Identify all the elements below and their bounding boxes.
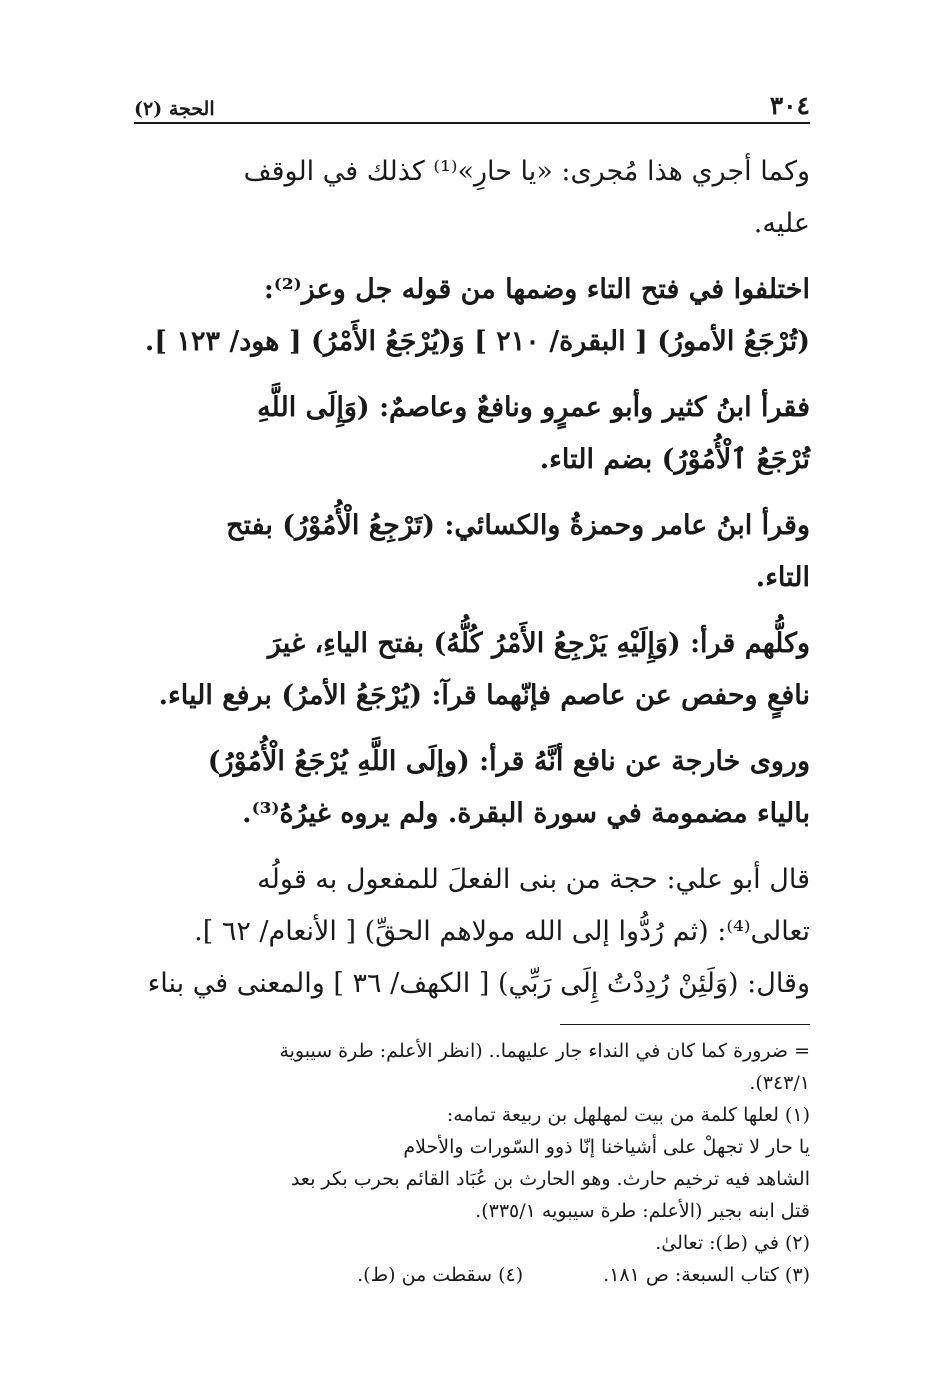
footnotes (134, 1035, 810, 1291)
text-line: وكما أجري هذا مُجرى: «يا حارِ»⁽¹⁾ كذلك في الوقف (243, 156, 810, 187)
footnote-3: (٣) كتاب السبعة: ص ١٨١. (603, 1264, 810, 1286)
text-line: (تُرْجَعُ الأمورُ) [ البقرة/ ٢١٠ ] وَ(يُرْجَعُ الأَمْرُ) [ هود/ ١٢٣ ]. (144, 326, 810, 357)
footnote-1-text: قتل ابنه بجير (الأعلم: طرة سيبويه ٣٣٥/١). (475, 1200, 810, 1222)
book-title: الحجة (٢) (134, 98, 215, 120)
text-line: اختلفوا في فتح التاء وضمها من قوله جل وعز⁽²⁾: (263, 274, 810, 305)
footnote-1-verse: يا حار لا تجهلْ على أشياخنا إنّا ذوو السّورات والأحلام (403, 1136, 810, 1158)
paragraph-abu-ali (134, 854, 810, 1010)
footnote-row (134, 1259, 810, 1291)
text-line: وكلُّهم قرأ: (وَإِلَيْهِ يَرْجِعُ الأَمْرُ كُلُّهُ) بفتح الياءِ، غيرَ (267, 628, 810, 659)
paragraph-waqf (134, 146, 810, 250)
text-line: عليه. (753, 208, 810, 239)
paragraph-qiraa-damm (134, 382, 810, 486)
footnote-1-text: الشاهد فيه ترخيم حارث. وهو الحارث بن عُبَاد القائم بحرب بكر بعد (290, 1168, 810, 1190)
text-line: قال أبو علي: حجة من بنى الفعلَ للمفعول به قولُه (257, 864, 810, 895)
paragraph-qiraa-fath (134, 500, 810, 604)
page-number: ٣٠٤ (769, 91, 810, 120)
text-line: التاء. (755, 562, 810, 593)
text-line: فقرأ ابنُ كثير وأبو عمرٍو ونافعٌ وعاصمٌ: (وَإِلَى اللَّهِ (257, 392, 810, 423)
text-line: بالياء مضمومة في سورة البقرة. ولم يروه غيرُهُ⁽³⁾. (242, 798, 810, 829)
running-header (134, 88, 810, 124)
body-text (134, 146, 810, 1010)
text-line: تُرْجَعُ ٱلْأُمُوْرُ) بضم التاء. (539, 444, 810, 475)
footnote-4: (٤) سقطت من (ط). (357, 1264, 524, 1286)
footnote-2: (٢) في (ط): تعالىٰ. (655, 1232, 810, 1254)
book-page (134, 88, 810, 1291)
footnote-continuation: ٣٤٣/١). (749, 1072, 810, 1094)
text-line: وروى خارجة عن نافع أنَّهُ قرأ: (وإلَى اللَّهِ يُرْجَعُ الْأُمُوْرُ) (207, 746, 810, 777)
text-line: نافعٍ وحفص عن عاصم فإنّهما قرآ: (يُرْجَعُ الأمرُ) برفع الياء. (158, 680, 810, 711)
footnote-divider (560, 1024, 810, 1025)
footnote-1: (١) لعلها كلمة من بيت لمهلهل بن ربيعة تمامه: (446, 1104, 810, 1126)
footnote-continuation: = ضرورة كما كان في النداء جار عليهما.. (انظر الأعلم: طرة سيبوية (279, 1040, 810, 1062)
paragraph-kharija (134, 736, 810, 840)
paragraph-kulluhum (134, 618, 810, 722)
text-line: وقال: (وَلَئِنْ رُدِدْتُ إِلَى رَبِّي) [ الكهف/ ٣٦ ] والمعنى في بناء (147, 968, 810, 999)
text-line: تعالى⁽⁴⁾: (ثم رُدُّوا إلى الله مولاهم الحقِّ) [ الأنعام/ ٦٢ ]. (194, 916, 810, 947)
paragraph-ikhtilaf (134, 264, 810, 368)
text-line: وقرأ ابنُ عامر وحمزةُ والكسائي: (تَرْجِعُ الْأُمُوْرُ) بفتح (226, 510, 810, 541)
